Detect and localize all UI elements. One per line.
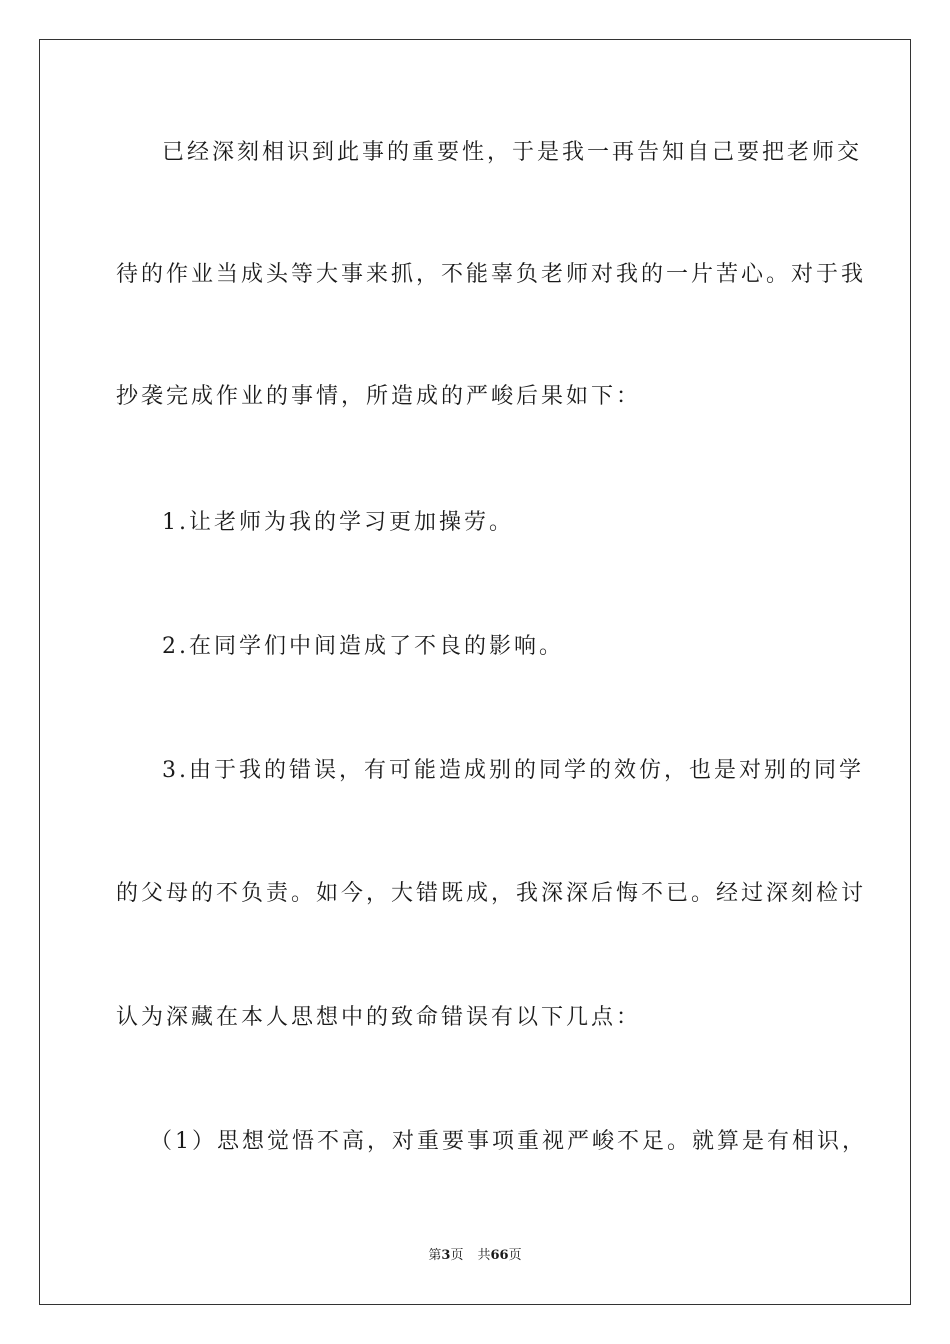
page-border [39,39,911,1305]
list-item-3: 3.由于我的错误，有可能造成别的同学的效仿，也是对别的同学 [162,758,864,783]
body-line-7: 的父母的不负责。如今，大错既成，我深深后悔不已。经过深刻检讨 [116,881,867,906]
footer-page-suffix: 页 [450,1248,464,1263]
footer-page-prefix: 第 [428,1248,442,1263]
body-line-8: 认为深藏在本人思想中的致命错误有以下几点： [116,1005,642,1030]
footer-total-suffix: 页 [508,1248,522,1263]
body-line-2: 待的作业当成头等大事来抓，不能辜负老师对我的一片苦心。对于我 [116,262,867,287]
list-item-2: 2.在同学们中间造成了不良的影响。 [162,634,564,659]
page-footer [0,1247,950,1265]
body-line-1: 已经深刻相识到此事的重要性，于是我一再告知自己要把老师交 [162,140,863,165]
footer-total-pages: 66 [490,1248,509,1263]
footer-page-number: 3 [441,1248,451,1263]
body-line-3: 抄袭完成作业的事情，所造成的严峻后果如下： [116,384,642,409]
footer-total-prefix: 共 [477,1248,491,1263]
point-item-1: （1）思想觉悟不高，对重要事项重视严峻不足。就算是有相识， [150,1129,867,1154]
list-item-1: 1.让老师为我的学习更加操劳。 [162,510,514,535]
